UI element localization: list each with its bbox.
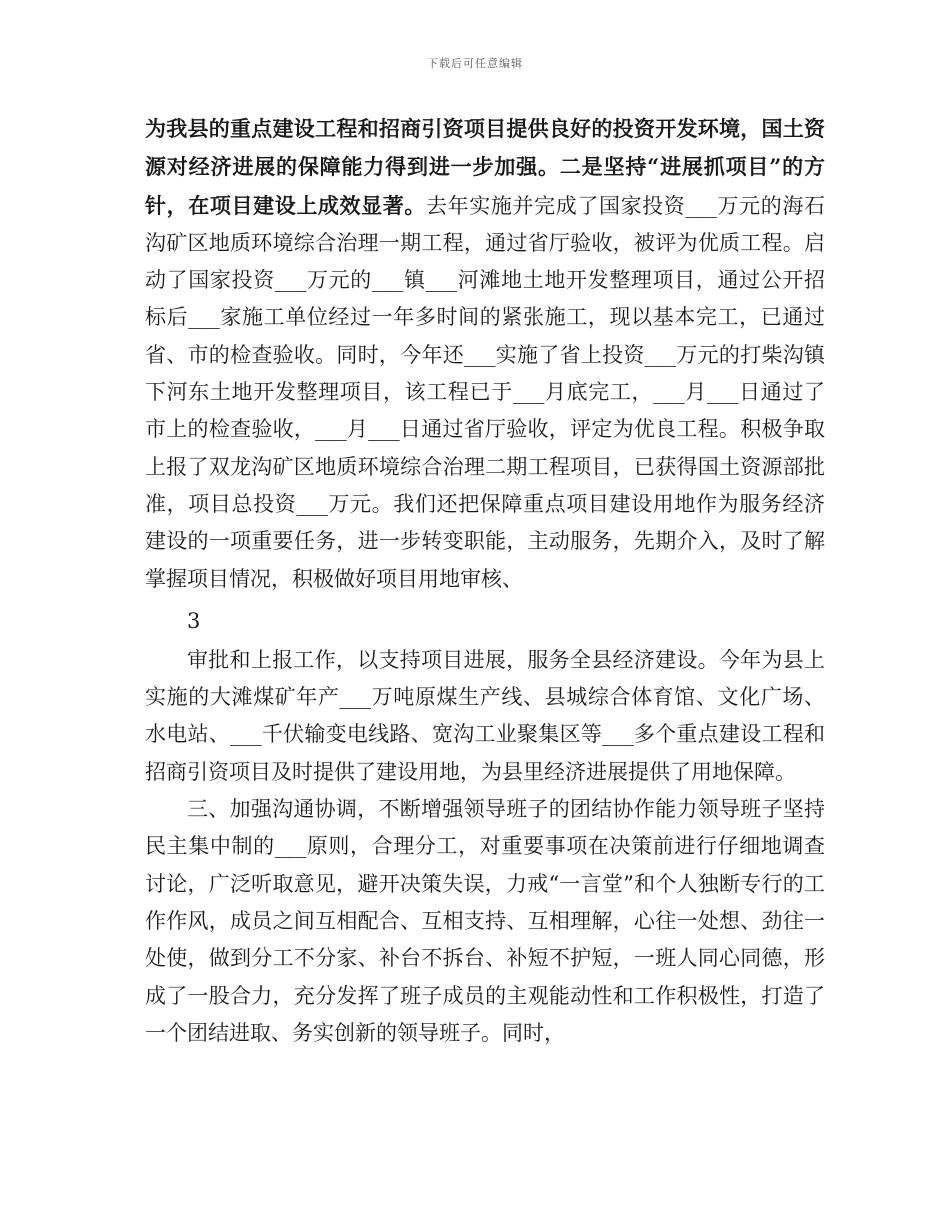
- document-body: [145, 110, 825, 1052]
- page-header-note: 下载后可任意编辑: [427, 57, 523, 70]
- paragraph-project-construction: [145, 110, 825, 598]
- paragraph-bold-lead: 为我县的重点建设工程和招商引资项目提供良好的投资开发环境，国土资源对经济进展的保障能力得到进一步加强。二是坚持“进展抓项目”的方针，在项目建设上成效显著。: [145, 116, 825, 218]
- paragraph-leadership-coordination: 三、加强沟通协调，不断增强领导班子的团结协作能力领导班子坚持民主集中制的___原则，合理分工，对重要事项在决策前进行仔细地调查讨论，广泛听取意见，避开决策失误，力戒“一言堂”和个人独断专行的工作作风，成员之间互相配合、互相支持、互相理解，心往一处想、劲往一处使，做到分工不分家、补台不拆台、补短不护短，一班人同心同德，形成了一股合力，充分发挥了班子成员的主观能动性和工作积极性，打造了一个团结进取、务实创新的领导班子。同时，: [145, 797, 825, 1045]
- page-number: 3: [187, 608, 201, 633]
- paragraph-body-text: 去年实施并完成了国家投资___万元的海石沟矿区地质环境综合治理一期工程，通过省厅验收，被评为优质工程。启动了国家投资___万元的___镇___河滩地土地开发整理项目，通过公开招标后___家施工单位经过一年多时间的紧张施工，现以基本完工，已通过省、市的检查验收。同时，今年还___实施了省上投资___万元的打柴沟镇下河东土地开发整理项目，该工程已于___月底完工，___月___日通过了市上的检查验收，___月___日通过省厅验收，评定为优良工程。积极争取上报了双龙沟矿区地质环境综合治理二期工程项目，已获得国土资源部批准，项目总投资___万元。我们还把保障重点项目建设用地作为服务经济建设的一项重要任务，进一步转变职能，主动服务，先期介入，及时了解掌握项目情况，积极做好项目用地审核、: [145, 193, 825, 591]
- paragraph-approval-work: 审批和上报工作，以支持项目进展，服务全县经济建设。今年为县上实施的大滩煤矿年产___万吨原煤生产线、县城综合体育馆、文化广场、水电站、___千伏输变电线路、宽沟工业聚集区等___多个重点建设工程和招商引资项目及时提供了建设用地，为县里经济进展提供了用地保障。: [145, 647, 825, 784]
